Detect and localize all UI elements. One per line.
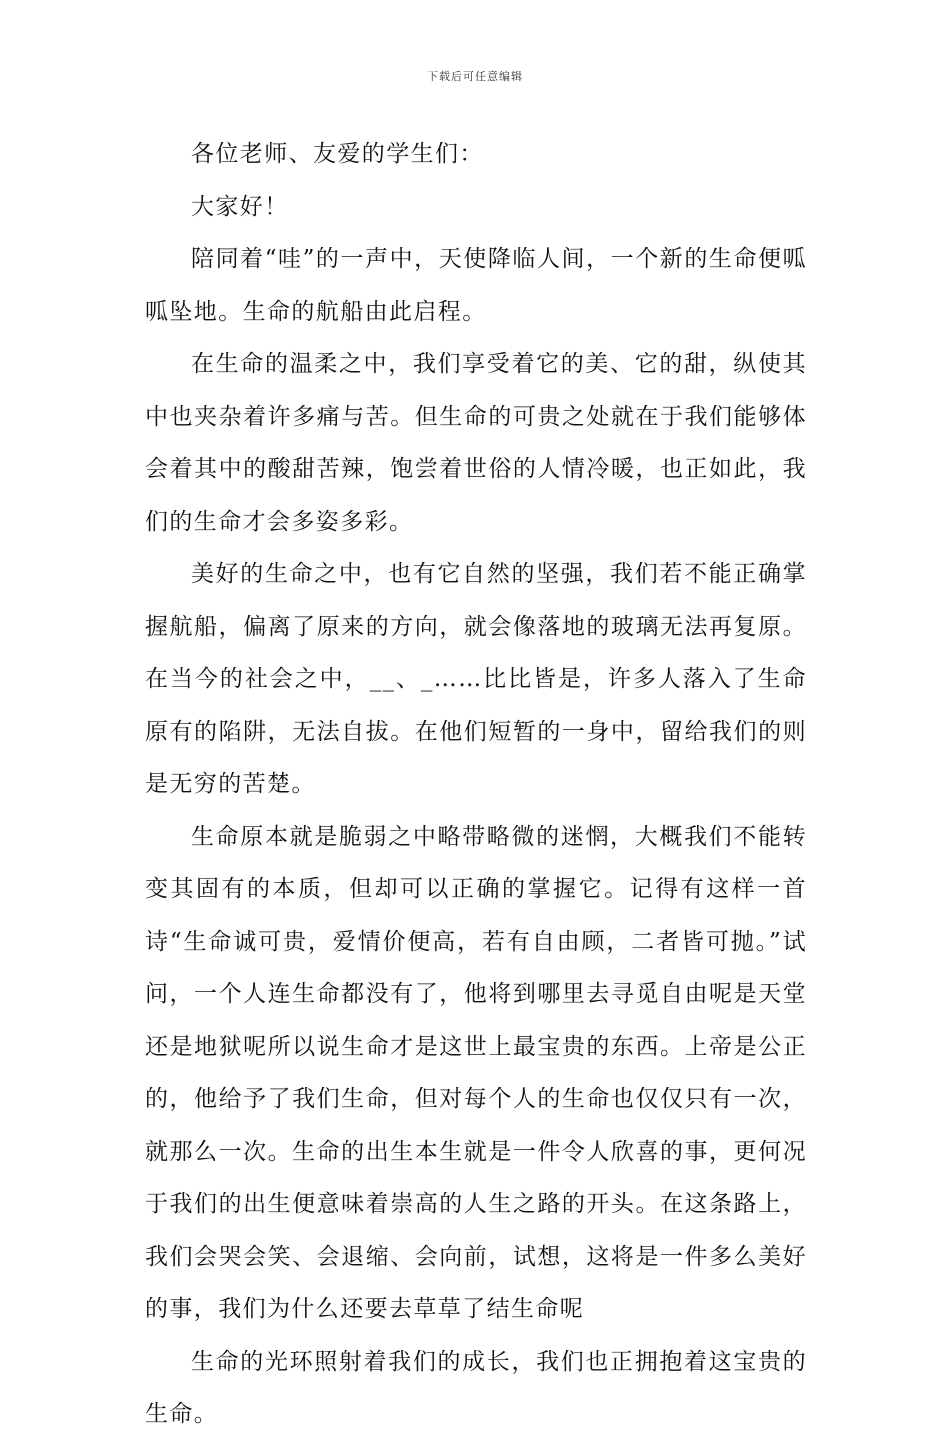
salutation-paragraph: 大家好！ bbox=[191, 193, 289, 220]
body-paragraph: 生命的光环照射着我们的成长，我们也正拥抱着这宝贵的生命。 bbox=[145, 1348, 807, 1427]
body-paragraph: 陪同着“哇”的一声中，天使降临人间，一个新的生命便呱呱坠地。生命的航船由此启程。 bbox=[145, 246, 807, 325]
header-note: 下载后可任意编辑 bbox=[427, 70, 523, 83]
body-paragraph: 在生命的温柔之中，我们享受着它的美、它的甜，纵使其中也夹杂着许多痛与苦。但生命的可贵之处就在于我们能够体会着其中的酸甜苦辣，饱尝着世俗的人情冷暖，也正如此，我们的生命才会多姿多彩。 bbox=[145, 351, 807, 535]
greeting-paragraph: 各位老师、友爱的学生们： bbox=[191, 141, 484, 167]
document-body bbox=[145, 128, 807, 1441]
body-paragraph: 生命原本就是脆弱之中略带略微的迷惘，大概我们不能转变其固有的本质，但却可以正确的掌握它。记得有这样一首诗“生命诚可贵，爱情价便高，若有自由顾，二者皆可抛。”试问，一个人连生命都没有了，他将到哪里去寻觅自由呢是天堂还是地狱呢所以说生命才是这世上最宝贵的东西。上帝是公正的，他给予了我们生命，但对每个人的生命也仅仅只有一次，就那么一次。生命的出生本生就是一件令人欣喜的事，更何况于我们的出生便意味着崇高的人生之路的开头。在这条路上，我们会哭会笑、会退缩、会向前，试想，这将是一件多么美好的事，我们为什么还要去草草了结生命呢 bbox=[145, 823, 807, 1322]
body-paragraph: 美好的生命之中，也有它自然的坚强，我们若不能正确掌握航船，偏离了原来的方向，就会像落地的玻璃无法再复原。在当今的社会之中，__、_……比比皆是，许多人落入了生命原有的陷阱，无法自拔。在他们短暂的一身中，留给我们的则是无穷的苦楚。 bbox=[145, 561, 807, 797]
